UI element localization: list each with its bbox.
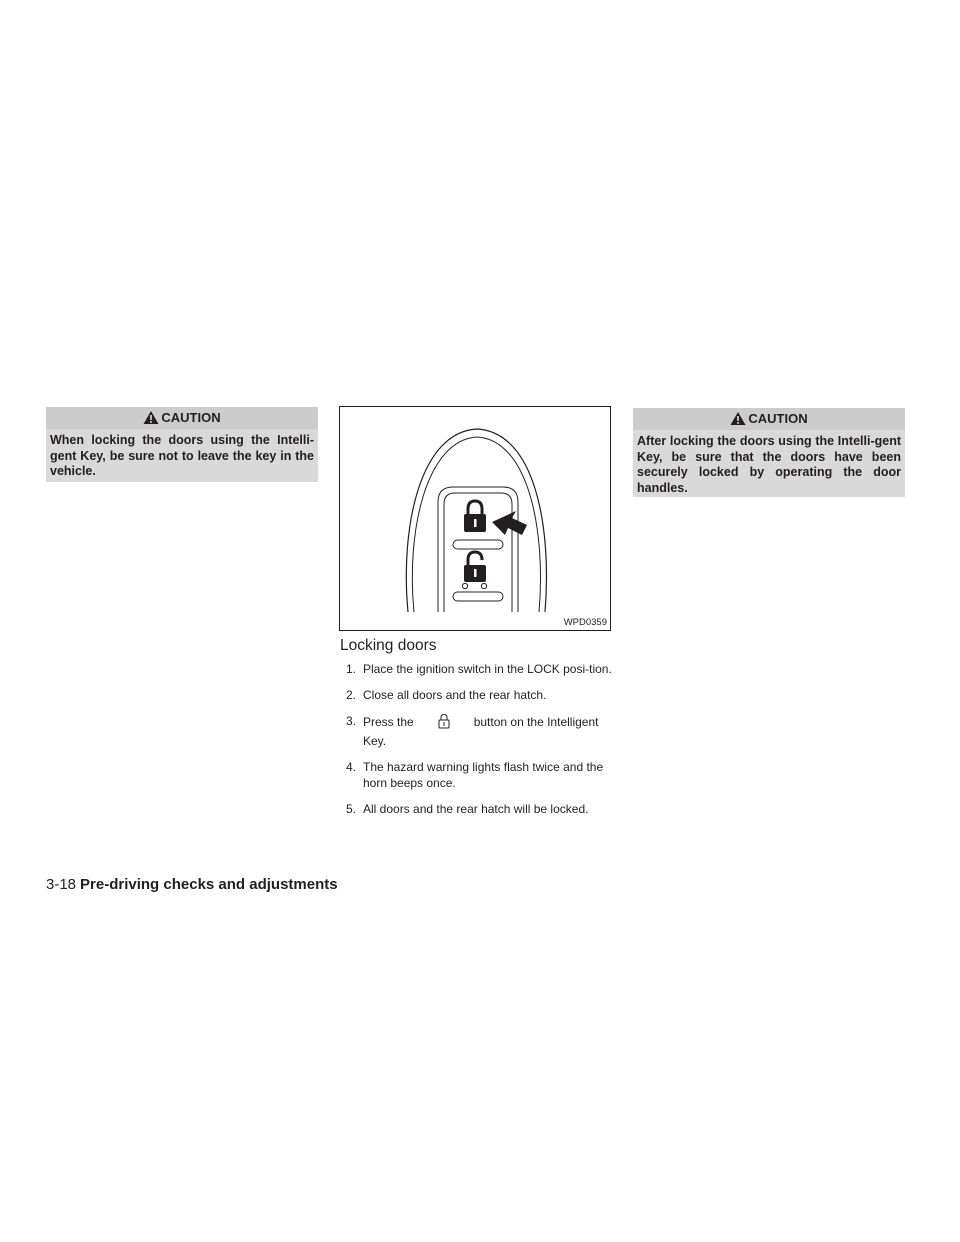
step-number: 3.	[346, 714, 357, 728]
warning-icon	[143, 410, 159, 425]
key-figure	[339, 406, 611, 631]
lock-icon	[464, 501, 486, 532]
step-text: The hazard warning lights flash twice and the horn beeps once.	[363, 760, 604, 790]
step-number: 2.	[346, 688, 357, 702]
caution-title: CAUTION	[161, 410, 221, 425]
step-text: Close all doors and the rear hatch.	[363, 688, 547, 702]
caution-title: CAUTION	[748, 411, 808, 426]
step-text: All doors and the rear hatch will be locked.	[363, 802, 589, 816]
lock-icon	[414, 713, 474, 733]
page-footer	[46, 876, 338, 893]
step-number: 5.	[346, 802, 357, 816]
caution-header	[46, 407, 318, 429]
list-item	[346, 801, 612, 817]
step-text-before: Press the	[363, 715, 414, 729]
figure-code: WPD0359	[563, 617, 607, 628]
intelligent-key-illustration	[340, 407, 611, 631]
section-name: Pre-driving checks and adjustments	[80, 876, 338, 893]
step-number: 4.	[346, 760, 357, 774]
unlock-icon	[464, 552, 486, 582]
warning-icon	[730, 411, 746, 426]
list-item	[346, 713, 612, 749]
caution-text: After locking the doors using the Intelli-gent Key, be sure that the doors have been securely locked by operating the door handles.	[637, 434, 901, 495]
caution-text: When locking the doors using the Intelli-gent Key, be sure not to leave the key in the vehicle.	[50, 433, 314, 478]
caution-header	[633, 408, 905, 430]
arrow-icon	[492, 511, 527, 535]
step-number: 1.	[346, 662, 357, 676]
step-text-after: button on the Intelligent Key.	[363, 715, 599, 748]
list-item	[346, 661, 612, 677]
section-heading: Locking doors	[340, 637, 437, 654]
step-text: Place the ignition switch in the LOCK posi-tion.	[363, 662, 612, 676]
caution-box-right	[633, 408, 905, 497]
page-number: 3-18	[46, 876, 77, 893]
list-item	[346, 687, 612, 703]
caution-box-left	[46, 407, 318, 482]
steps-list	[340, 661, 612, 827]
list-item	[346, 759, 612, 791]
